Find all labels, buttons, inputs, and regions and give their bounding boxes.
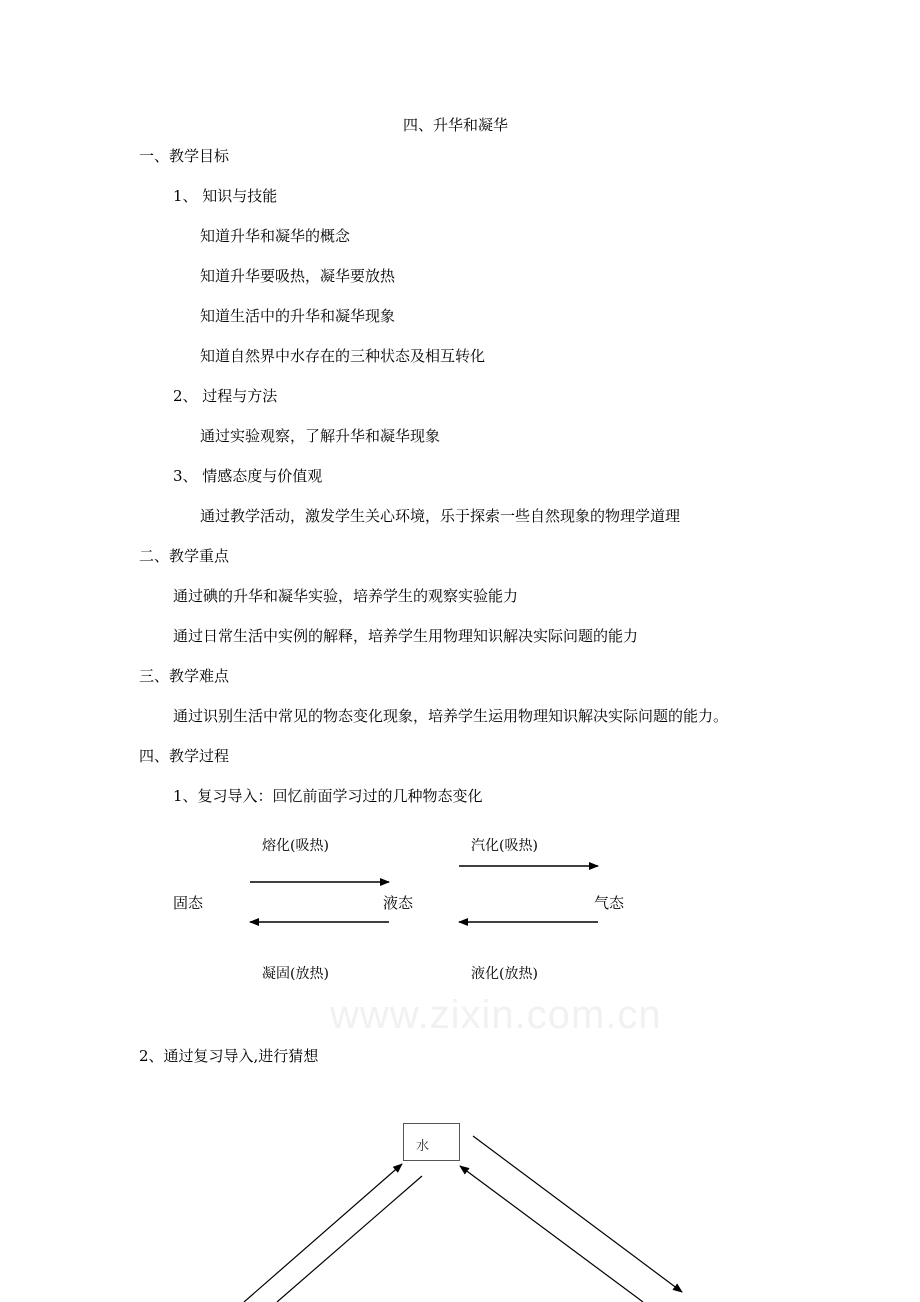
list-item: 通过教学活动，激发学生关心环境，乐于探索一些自然现象的物理学道理 <box>200 507 681 525</box>
subheading-knowledge: 1、 知识与技能 <box>173 187 278 205</box>
section-heading-process: 四、教学过程 <box>139 747 230 765</box>
subheading-attitude: 3、 情感态度与价值观 <box>173 467 323 485</box>
list-item: 知道生活中的升华和凝华现象 <box>200 307 396 325</box>
step-guess: 2、通过复习导入,进行猜想 <box>139 1047 319 1065</box>
label-freeze: 凝固(放热) <box>262 966 329 982</box>
line-from-water-left <box>277 1176 422 1302</box>
list-item: 知道升华和凝华的概念 <box>200 227 351 245</box>
label-melt: 熔化(吸热) <box>262 838 329 854</box>
step-review: 1、复习导入：回忆前面学习过的几种物态变化 <box>173 787 483 805</box>
state-solid: 固态 <box>173 894 204 912</box>
watermark: www.zixin.com.cn <box>330 993 662 1037</box>
list-item: 通过日常生活中实例的解释，培养学生用物理知识解决实际问题的能力 <box>173 627 639 645</box>
water-box <box>403 1123 460 1161</box>
list-item: 知道升华要吸热，凝华要放热 <box>200 267 396 285</box>
section-heading-difficulties: 三、教学难点 <box>139 667 230 685</box>
subheading-process: 2、 过程与方法 <box>173 387 278 405</box>
arrow-from-water-right <box>473 1136 682 1292</box>
list-item: 通过实验观察，了解升华和凝华现象 <box>200 427 441 445</box>
arrow-to-water-right <box>460 1166 643 1302</box>
label-vaporize: 汽化(吸热) <box>471 838 538 854</box>
section-heading-objectives: 一、教学目标 <box>139 147 230 165</box>
state-gas: 气态 <box>594 894 625 912</box>
list-item: 知道自然界中水存在的三种状态及相互转化 <box>200 347 486 365</box>
state-liquid: 液态 <box>383 894 414 912</box>
list-item: 通过碘的升华和凝华实验，培养学生的观察实验能力 <box>173 587 519 605</box>
document-title: 四、升华和凝华 <box>403 116 509 134</box>
arrow-to-water-left <box>244 1164 402 1302</box>
list-item: 通过识别生活中常见的物态变化现象，培养学生运用物理知识解决实际问题的能力。 <box>173 707 729 725</box>
label-condense: 液化(放热) <box>471 966 538 982</box>
water-label: 水 <box>416 1139 430 1154</box>
section-heading-key-points: 二、教学重点 <box>139 547 230 565</box>
